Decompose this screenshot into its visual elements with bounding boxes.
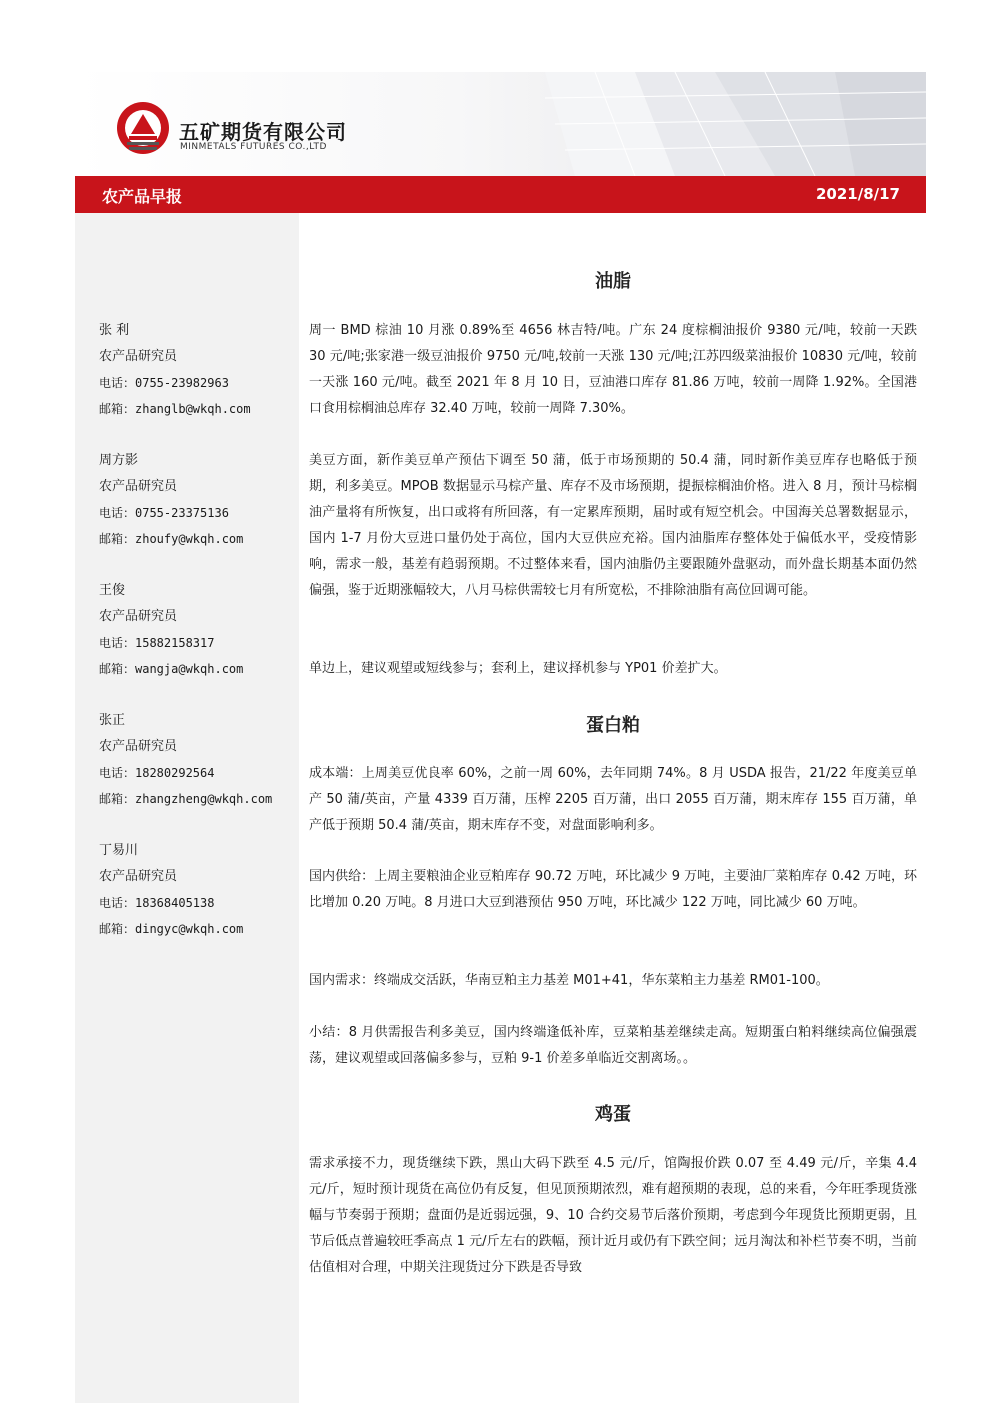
analyst-name: 周方影 [99,453,139,468]
analyst-role: 农产品研究员 [99,739,178,754]
analyst-name: 张正 [99,713,126,728]
company-name-cn: 五矿期货有限公司 [179,120,347,144]
analyst-role: 农产品研究员 [99,609,178,624]
analyst-card [99,318,299,422]
analyst-role: 农产品研究员 [99,869,178,884]
analyst-name: 张 利 [99,323,130,338]
analyst-email[interactable]: 邮箱：zhoufy@wkqh.com [99,532,244,546]
section-title-eggs: 鸡蛋 [595,1104,631,1125]
analyst-email[interactable]: 邮箱：wangja@wkqh.com [99,662,244,676]
company-name-en: MINMETALS FUTURES CO.,LTD [180,142,327,152]
paragraph: 美豆方面，新作美豆单产预估下调至 50 蒲，低于市场预期的 50.4 蒲，同时新作美豆库存也略低于预期，利多美豆。MPOB 数据显示马棕产量、库存不及市场预期，提振棕榈油价格。进入 8 月，预计马棕榈油产量将有所恢复，出口或将有所回落，有一定累库预期，届时或有短空机会。中国海关总署数据显示，国内 1-7 月份大豆进口量仍处于高位，国内大豆供应充裕。国内油脂库存整体处于偏低水平，受疫情影响，需求一般，基差有趋弱预期。不过整体来看，国内油脂仍主要跟随外盘驱动，而外盘长期基本面仍然偏强，鉴于近期涨幅较大，八月马棕供需较七月有所宽松，不排除油脂有高位回调可能。 [309,453,917,598]
paragraph: 成本端：上周美豆优良率 60%，之前一周 60%，去年同期 74%。8 月 USDA 报告，21/22 年度美豆单产 50 蒲/英亩，产量 4339 百万蒲，压榨 2205 百万蒲，出口 2055 百万蒲，期末库存 155 百万蒲，单产低于预期 50.4 蒲/英亩，期末库存不变，对盘面影响利多。 [309,766,917,833]
paragraph: 小结：8 月供需报告利多美豆，国内终端逢低补库，豆菜粕基差继续走高。短期蛋白粕料继续高位偏强震荡，建议观望或回落偏多参与，豆粕 9-1 价差多单临近交割离场。。 [309,1025,917,1066]
analyst-card [99,708,299,812]
analyst-email[interactable]: 邮箱：dingyc@wkqh.com [99,922,244,936]
analyst-phone: 电话：15882158317 [99,636,215,650]
report-title: 农产品早报 [102,187,183,206]
section-title-oils: 油脂 [595,271,631,292]
header-banner [75,72,926,176]
analyst-email[interactable]: 邮箱：zhanglb@wkqh.com [99,402,251,416]
paragraph: 单边上，建议观望或短线参与；套利上，建议择机参与 YP01 价差扩大。 [309,661,727,676]
analyst-card [99,448,299,552]
analyst-name: 丁易川 [99,843,139,858]
analyst-phone: 电话：18280292564 [99,766,215,780]
analyst-email[interactable]: 邮箱：zhangzheng@wkqh.com [99,792,273,806]
analyst-role: 农产品研究员 [99,349,178,364]
section-title-protein-meal: 蛋白粕 [586,715,640,736]
paragraph: 国内供给：上周主要粮油企业豆粕库存 90.72 万吨，环比减少 9 万吨，主要油厂菜粕库存 0.42 万吨，环比增加 0.20 万吨。8 月进口大豆到港预估 950 万吨，环比减少 122 万吨，同比减少 60 万吨。 [309,869,917,910]
analyst-name: 王俊 [99,583,126,598]
company-logo [115,100,171,156]
analyst-role: 农产品研究员 [99,479,178,494]
paragraph: 周一 BMD 棕油 10 月涨 0.89%至 4656 林吉特/吨。广东 24 度棕榈油报价 9380 元/吨，较前一天跌 30 元/吨;张家港一级豆油报价 9750 元/吨,较前一天涨 130 元/吨;江苏四级菜油报价 10830 元/吨，较前一天涨 160 元/吨。截至 2021 年 8 月 10 日，豆油港口库存 81.86 万吨，较前一周降 1.92%。全国港口食用棕榈油总库存 32.40 万吨，较前一周降 7.30%。 [309,323,917,416]
analyst-phone: 电话：18368405138 [99,896,215,910]
analyst-card [99,578,299,682]
analyst-phone: 电话：0755-23982963 [99,376,229,390]
report-title-bar [75,176,926,213]
paragraph: 需求承接不力，现货继续下跌，黑山大码下跌至 4.5 元/斤，馆陶报价跌 0.07 至 4.49 元/斤，辛集 4.4 元/斤，短时预计现货在高位仍有反复，但见顶预期浓烈，难有超预期的表现，总的来看，今年旺季现货涨幅与节奏弱于预期；盘面仍是近弱远强，9、10 合约交易节后落价预期，考虑到今年现货比预期更弱，且节后低点普遍较旺季高点 1 元/斤左右的跌幅，预计近月或仍有下跌空间；远月淘汰和补栏节奏不明，当前估值相对合理，中期关注现货过分下跌是否导致 [309,1156,917,1275]
analyst-card [99,838,299,942]
analyst-phone: 电话：0755-23375136 [99,506,229,520]
report-date: 2021/8/17 [815,185,900,203]
paragraph: 国内需求：终端成交活跃，华南豆粕主力基差 M01+41，华东菜粕主力基差 RM01-100。 [309,973,829,988]
